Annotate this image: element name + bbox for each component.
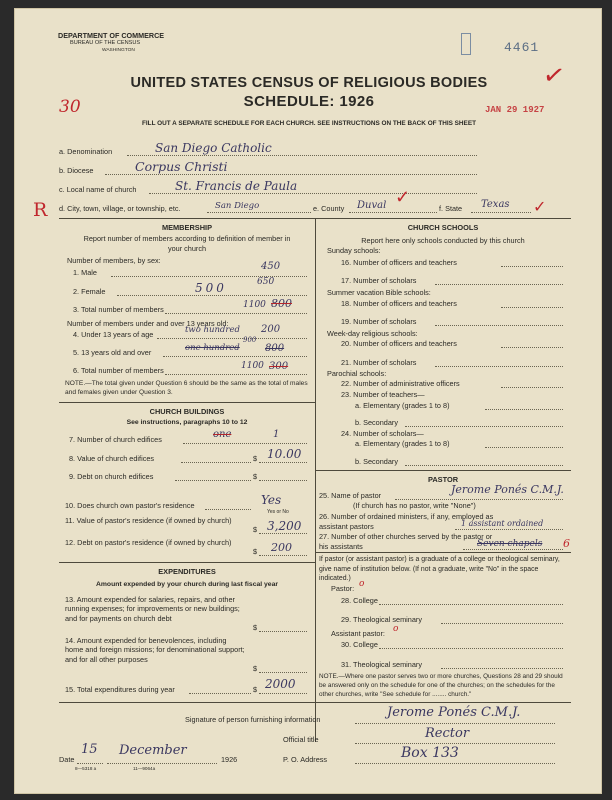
received-date-stamp: JAN 29 1927 bbox=[485, 105, 545, 115]
q6-label: 6. Total number of members bbox=[73, 366, 164, 375]
q12-dollar: $ bbox=[253, 547, 258, 556]
q15-value: 2000 bbox=[265, 677, 296, 691]
red-tick-county: ✓ bbox=[395, 187, 411, 207]
denomination-label: a. Denomination bbox=[59, 147, 113, 156]
expenditures-heading: EXPENDITURES bbox=[158, 567, 216, 576]
membership-intro: Report number of members according to definition of member in your church bbox=[83, 234, 291, 253]
q26-value: 1 assistant ordained bbox=[461, 519, 544, 528]
q7-label: 7. Number of church edifices bbox=[69, 435, 162, 444]
q23b-label: b. Secondary bbox=[355, 418, 398, 427]
q17-label: 17. Number of scholars bbox=[341, 276, 417, 285]
q8-label: 8. Value of church edifices bbox=[69, 454, 155, 463]
pastor-heading: PASTOR bbox=[427, 475, 459, 484]
q5-alt-number: 800 bbox=[265, 343, 285, 354]
q4-value: two hundred bbox=[185, 325, 240, 335]
red-tick-state: ✓ bbox=[533, 199, 547, 216]
address-label: P. O. Address bbox=[283, 755, 328, 764]
red-letter-r: R bbox=[33, 199, 48, 221]
q2-value: 500 bbox=[195, 281, 227, 295]
q30-label: 30. College bbox=[341, 640, 378, 649]
signature-label: Signature of person furnishing information bbox=[185, 715, 321, 724]
county-label: e. County bbox=[313, 204, 345, 213]
q24b-label: b. Secondary bbox=[355, 457, 398, 466]
official-title-label: Official title bbox=[283, 735, 319, 744]
q12-label: 12. Debt on pastor's residence (if owned by church) bbox=[65, 538, 232, 547]
official-title-value: Rector bbox=[425, 726, 470, 741]
q27-red-mark: 6 bbox=[563, 537, 570, 550]
state-value: Texas bbox=[481, 199, 510, 210]
county-value: Duval bbox=[357, 200, 387, 211]
red-checkmark: ✓ bbox=[540, 59, 568, 92]
q24a-label: a. Elementary (grades 1 to 8) bbox=[355, 439, 450, 448]
pastor-name-value: Jerome Ponés C.M.J. bbox=[451, 483, 564, 496]
weekday-label: Week-day religious schools: bbox=[327, 329, 418, 338]
q8-dollar: $ bbox=[253, 454, 258, 463]
q3-label: 3. Total number of members bbox=[73, 305, 164, 314]
schedule-title: SCHEDULE: 1926 bbox=[243, 93, 375, 110]
state-label: f. State bbox=[439, 204, 463, 213]
q11-value: 3,200 bbox=[267, 519, 302, 533]
denomination-value: San Diego Catholic bbox=[155, 141, 272, 155]
print-code: 8—5318 a bbox=[75, 766, 97, 771]
date-year: 1926 bbox=[221, 755, 238, 764]
q25-label: 25. Name of pastor bbox=[319, 491, 382, 500]
q10-hint: Yes or No bbox=[267, 509, 289, 515]
city-value: San Diego bbox=[215, 201, 260, 211]
instruction-line: FILL OUT A SEPARATE SCHEDULE FOR EACH CHURCH. SEE INSTRUCTIONS ON THE BACK OF THIS SHEET bbox=[142, 120, 476, 127]
q9-dollar: $ bbox=[253, 472, 258, 481]
q12-value: 200 bbox=[271, 541, 292, 554]
q21-label: 21. Number of scholars bbox=[341, 358, 417, 367]
q13-label: 13. Amount expended for salaries, repairs, and other running expenses; for improvements or new buildings; and for payments on church debt bbox=[65, 595, 240, 623]
q23a-label: a. Elementary (grades 1 to 8) bbox=[355, 401, 450, 410]
local-name-label: c. Local name of church bbox=[59, 185, 137, 194]
q15-label: 15. Total expenditures during year bbox=[65, 685, 175, 694]
date-month-value: December bbox=[119, 743, 187, 758]
print-code-2: 11—9064a bbox=[133, 766, 156, 771]
q29-label: 29. Theological seminary bbox=[341, 615, 422, 624]
buildings-sub: See instructions, paragraphs 10 to 12 bbox=[126, 419, 248, 426]
diocese-value: Corpus Christi bbox=[135, 159, 228, 174]
serial-stamp: 4461 bbox=[504, 40, 540, 55]
q10-value: Yes bbox=[261, 493, 282, 507]
stamp-box bbox=[461, 33, 471, 55]
address-value: Box 133 bbox=[401, 745, 459, 761]
expenditures-sub: Amount expended by your church during last fiscal year bbox=[95, 581, 279, 588]
q23-label: 23. Number of teachers— bbox=[341, 390, 425, 399]
form-title: UNITED STATES CENSUS OF RELIGIOUS BODIES bbox=[130, 75, 488, 91]
q11-dollar: $ bbox=[253, 525, 258, 534]
q22-label: 22. Number of administrative officers bbox=[341, 379, 460, 388]
q7-value: 1 bbox=[273, 429, 280, 440]
q10-label: 10. Does church own pastor's residence bbox=[65, 501, 195, 510]
assistant-red-mark: o bbox=[393, 624, 399, 634]
diocese-label: b. Diocese bbox=[59, 166, 94, 175]
q5-value: one hundred bbox=[185, 343, 240, 353]
q6-struck-value: 300 bbox=[269, 361, 289, 372]
q14-dollar: $ bbox=[253, 664, 258, 673]
q2-alt-value: 650 bbox=[257, 277, 275, 287]
pastor-sub-label: Pastor: bbox=[331, 584, 355, 593]
sunday-label: Sunday schools: bbox=[327, 246, 381, 255]
bureau-label: BUREAU OF THE CENSUS bbox=[70, 40, 141, 46]
q24-label: 24. Number of scholars— bbox=[341, 429, 424, 438]
q26-label: 26. Number of ordained ministers, if any, employed as assistant pastors bbox=[319, 512, 494, 531]
pastor-red-mark: o bbox=[359, 579, 365, 589]
q6-value: 1100 bbox=[241, 361, 264, 371]
q14-label: 14. Amount expended for benevolences, including home and foreign missions; for denominational support; and for all other purposes bbox=[65, 636, 245, 664]
date-day-value: 15 bbox=[81, 742, 98, 757]
assistant-label: Assistant pastor: bbox=[331, 629, 385, 638]
q4-label: 4. Under 13 years of age bbox=[73, 330, 154, 339]
q27-label: 27. Number of other churches served by the pastor or his assistants bbox=[319, 532, 493, 551]
city-field-label: d. City, town, village, or township, etc. bbox=[59, 204, 181, 213]
q5-label: 5. 13 years old and over bbox=[73, 348, 152, 357]
red-number: 30 bbox=[59, 97, 81, 117]
pastor-note: NOTE.—Where one pastor serves two or more churches, Questions 28 and 29 should be answered only on the schedule for one of the churches; on the schedules for the other churches, write "See schedule for ........ church." bbox=[319, 673, 563, 698]
q11-label: 11. Value of pastor's residence (if owned by church) bbox=[65, 516, 232, 525]
q8-value: 10.00 bbox=[267, 447, 302, 461]
local-name-value: St. Francis de Paula bbox=[175, 179, 298, 193]
q19-label: 19. Number of scholars bbox=[341, 317, 417, 326]
q7-struck-value: one bbox=[213, 429, 232, 440]
parochial-label: Parochial schools: bbox=[327, 369, 387, 378]
q20-label: 20. Number of officers and teachers bbox=[341, 339, 457, 348]
q3-struck-value: 800 bbox=[271, 297, 292, 310]
q2-label: 2. Female bbox=[73, 287, 106, 296]
q15-dollar: $ bbox=[253, 685, 258, 694]
schools-intro: Report here only schools conducted by this church bbox=[361, 236, 525, 245]
by-sex-label: Number of members, by sex: bbox=[67, 256, 161, 265]
q3-value: 1100 bbox=[243, 300, 266, 310]
buildings-heading: CHURCH BUILDINGS bbox=[149, 407, 225, 416]
q1-value: 450 bbox=[261, 261, 281, 272]
q18-label: 18. Number of officers and teachers bbox=[341, 299, 457, 308]
summer-label: Summer vacation Bible schools: bbox=[327, 288, 431, 297]
schools-heading: CHURCH SCHOOLS bbox=[407, 223, 479, 232]
date-label: Date bbox=[59, 755, 75, 764]
q16-label: 16. Number of officers and teachers bbox=[341, 258, 457, 267]
membership-heading: MEMBERSHIP bbox=[161, 223, 213, 232]
q13-dollar: $ bbox=[253, 623, 258, 632]
q9-label: 9. Debt on church edifices bbox=[69, 472, 154, 481]
q4-number: 200 bbox=[261, 324, 281, 335]
q28-label: 28. College bbox=[341, 596, 378, 605]
membership-note: NOTE.—The total given under Question 6 should be the same as the total of males and females given under Question 3. bbox=[65, 380, 308, 396]
age-intro: Number of members under and over 13 years old: bbox=[67, 319, 229, 328]
q5-number: 900 bbox=[243, 336, 257, 344]
q25-hint: (If church has no pastor, write "None") bbox=[353, 501, 476, 510]
graduate-intro: If pastor (or assistant pastor) is a graduate of a college or theological seminary, give name of institution below. (If not a graduate, write "No" in the space indicated.) bbox=[319, 556, 560, 583]
q1-label: 1. Male bbox=[73, 268, 97, 277]
q27-value: Seven chapels bbox=[477, 539, 543, 549]
department-label: DEPARTMENT OF COMMERCE bbox=[58, 31, 165, 40]
q31-label: 31. Theological seminary bbox=[341, 660, 422, 669]
city-label: WASHINGTON bbox=[102, 48, 135, 53]
census-form bbox=[14, 8, 602, 794]
signature-value: Jerome Ponés C.M.J. bbox=[387, 705, 521, 720]
